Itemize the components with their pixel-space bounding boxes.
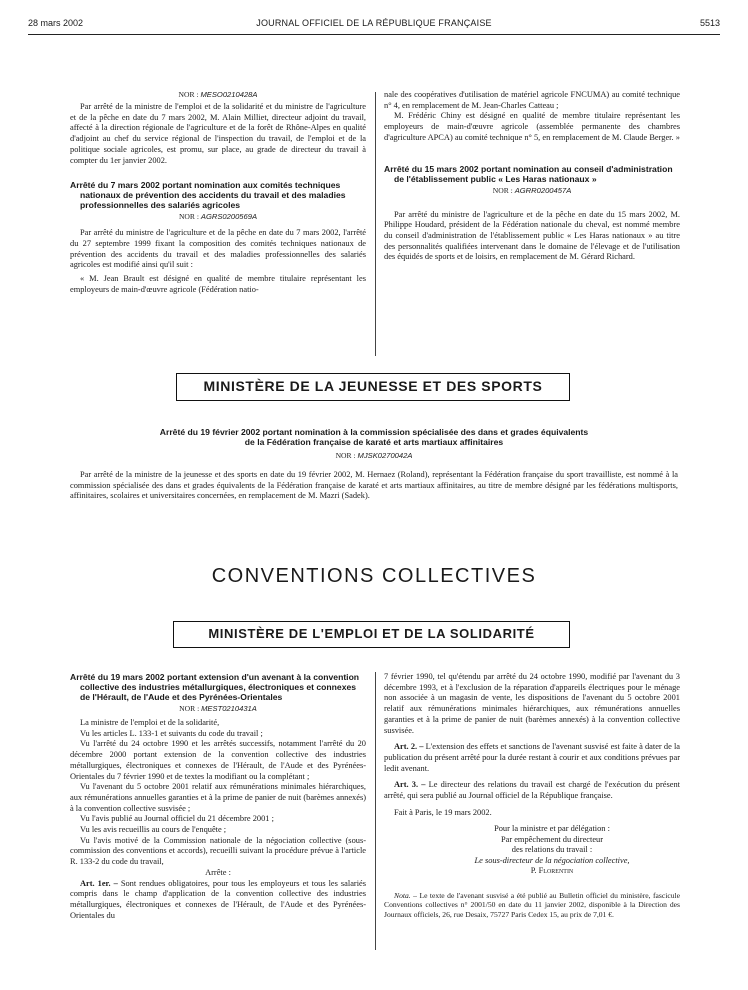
decree-title: Arrêté du 19 février 2002 portant nomination à la commission spécialisée des dans et grades équivalents de la Fédération française de karaté et arts martiaux affinitaires: [159, 427, 589, 447]
column-bottom-left: [70, 672, 366, 921]
decree-paragraph: « M. Jean Brault est désigné en qualité de membre titulaire représentant les employeurs de main-d'œuvre agricole (Fédération natio-: [70, 274, 366, 294]
signature-line: Pour la ministre et par délégation :: [494, 824, 610, 834]
signature-block: [384, 824, 680, 877]
decree-paragraph: M. Frédéric Chiny est désigné en qualité de membre titulaire représentant les employeurs de main-d'œuvre agricole (assemblée permanente des chambres d'agriculture APCA) au comité technique n° 5, en remplacement de M. Claude Berger. »: [384, 111, 680, 142]
decree-paragraph: nale des coopératives d'utilisation de matériel agricole FNCUMA) au comité technique n° 4, en remplacement de M. Jean-Charles Catteau ;: [384, 90, 680, 110]
decree-paragraph: Par arrêté de la ministre de l'emploi et de la solidarité et du ministre de l'agriculture et de la pêche en date du 7 mars 2002, M. Alain Milliet, directeur adjoint du travail, affecté à la direction régionale de l'agriculture et de la forêt de Rhône-Alpes en qualité d'adjoint au chef du service régional de l'inspection du travail, de l'emploi et de la politique sociale agricoles, est promu, sur place, au grade de directeur du travail à compter du 1er janvier 2002.: [70, 102, 366, 165]
decree-title: Arrêté du 19 mars 2002 portant extension d'un avenant à la convention collective des industries métallurgiques, électroniques et connexes de l'Hérault, de l'Aude et des Pyrénées-Orientales: [70, 672, 360, 702]
done-at-line: Fait à Paris, le 19 mars 2002.: [394, 807, 492, 817]
column-top-left: [70, 90, 366, 295]
decree-paragraph: Vu l'avis publié au Journal officiel du 21 décembre 2001 ;: [80, 814, 274, 824]
nor-line: NOR : MESO0210428A: [178, 90, 258, 99]
column-top-right: [384, 90, 680, 263]
decree-paragraph: Vu les avis recueillis au cours de l'enquête ;: [80, 825, 227, 835]
decree-title: Arrêté du 7 mars 2002 portant nomination aux comités techniques nationaux de prévention des accidents du travail et des maladies professionnelles des salariés agricoles: [70, 180, 346, 211]
decree-paragraph: Vu les articles L. 133-1 et suivants du code du travail ;: [80, 728, 263, 738]
decree-paragraph: Par arrêté du ministre de l'agriculture et de la pêche en date du 15 mars 2002, M. Philippe Houdard, président de la Fédération nationale du cheval, est nommé membre du conseil d'administration de l'établissement public « Les Haras nationaux » au titre des personnalités qualifiées intervenant dans le domaine de l'élevage et de l'utilisation des équidés de sports et de loisirs, en remplacement de M. Gérard Richard.: [384, 209, 680, 262]
column-divider: [375, 92, 376, 356]
decree-paragraph: La ministre de l'emploi et de la solidarité,: [80, 718, 220, 727]
signature-line: Par empêchement du directeur: [500, 834, 604, 844]
nor-line: NOR : AGRR0200457A: [492, 185, 572, 195]
nor-line: NOR : AGRS0200569A: [178, 212, 258, 222]
decree-paragraph: Vu l'avenant du 5 octobre 2001 relatif aux rémunérations minimales hiérarchiques, aux rémunérations annuelles garanties et à la prime de panier de nuit (barèmes annexés) à la convention collective susvisée ;: [70, 782, 366, 813]
header-date: 28 mars 2002: [28, 18, 84, 28]
page-header: [28, 18, 720, 32]
ministry-heading: MINISTÈRE DE LA JEUNESSE ET DES SPORTS: [176, 373, 570, 401]
signature-line: des relations du travail :: [511, 845, 593, 855]
signature-line: Le sous-directeur de la négociation collective,: [474, 855, 630, 865]
nor-line: NOR : MEST0210431A: [179, 704, 257, 713]
signatory-name: P. Florentin: [530, 866, 574, 876]
column-bottom-right: [384, 672, 680, 919]
ministry-heading: MINISTÈRE DE L'EMPLOI ET DE LA SOLIDARITÉ: [173, 621, 570, 648]
note-paragraph: Nota. – Le texte de l'avenant susvisé a été publié au Bulletin officiel du ministère, fascicule Conventions collectives n° 2001/50 en date du 11 janvier 2002, disponible à la Direction des Journaux officiels, 26, rue Desaix, 75727 Paris Cedex 15, au prix de 7,01 €.: [384, 890, 680, 919]
page-number: 5513: [699, 18, 720, 28]
column-divider: [375, 672, 376, 950]
decree-paragraph: Par arrêté de la ministre de la jeunesse et des sports en date du 19 février 2002, M. Hernaez (Roland), représentant la Fédération française du sport travailliste, est nommé à la commission spécialisée des dans et grades équivalents de la Fédération française de karaté et arts martiaux affinitaires, au titre de membre désigné par les fédérations multisports, affinitaires, scolaires et universitaires concernées, en remplacement de M. Mazri (Sadek).: [70, 470, 678, 501]
nor-line: NOR : MJSK0270042A: [335, 451, 413, 460]
decree-title: Arrêté du 15 mars 2002 portant nomination au conseil d'administration de l'établissement public « Les Haras nationaux »: [384, 163, 673, 184]
header-rule: [28, 34, 720, 35]
section-title: CONVENTIONS COLLECTIVES: [211, 565, 537, 587]
article-paragraph: Art. 1er. – Sont rendues obligatoires, pour tous les employeurs et tous les salariés compris dans le champ d'application de la convention collective des industries métallurgiques, électroniques et connexes de l'Hérault, de l'Aude et des Pyrénées-Orientales du: [70, 878, 367, 920]
decree-paragraph: Vu l'arrêté du 24 octobre 1990 et les arrêtés successifs, notamment l'arrêté du 20 décembre 2000 portant extension de la convention collective des industries métallurgiques, électroniques et connexes de l'Hérault, de l'Aude et des Pyrénées-Orientales du 7 février 1990 et de textes la modifiant ou la complétant ;: [70, 739, 366, 781]
decree-paragraph: Par arrêté du ministre de l'agriculture et de la pêche en date du 7 mars 2002, l'arrêté du 27 septembre 1999 fixant la composition des comités techniques nationaux de prévention des accidents du travail et des maladies professionnelles des salariés agricoles est modifié ainsi qu'il suit :: [70, 228, 366, 270]
article-paragraph: Art. 2. – L'extension des effets et sanctions de l'avenant susvisé est faite à dater de la publication du présent arrêté pour la durée restant à courir et aux conditions prévues par ledit avenant.: [384, 742, 681, 773]
article-paragraph: Art. 3. – Le directeur des relations du travail est chargé de l'exécution du présent arrêté, qui sera publié au Journal officiel de la République française.: [384, 780, 680, 801]
journal-title: JOURNAL OFFICIEL DE LA RÉPUBLIQUE FRANÇAISE: [256, 18, 492, 28]
arrete-line: Arrête :: [205, 867, 231, 877]
decree-paragraph: Vu l'avis motivé de la Commission nationale de la négociation collective (sous-commission des conventions et accords), recueilli suivant la procédure prévue à l'article R. 133-2 du code du travail,: [70, 835, 366, 867]
decree-paragraph: 7 février 1990, tel qu'étendu par arrêté du 24 octobre 1990, modifié par l'avenant du 3 décembre 1993, et à l'exclusion de la réparation d'appareils électriques pour le ménage non associée à un magasin de vente, les dispositions de l'avenant du 5 octobre 2001 relatif aux rémunérations minimales hiérarchiques, aux rémunérations annuelles garanties et à la prime de panier de nuit (barèmes annexés) à la convention collective susvisée.: [384, 672, 680, 735]
